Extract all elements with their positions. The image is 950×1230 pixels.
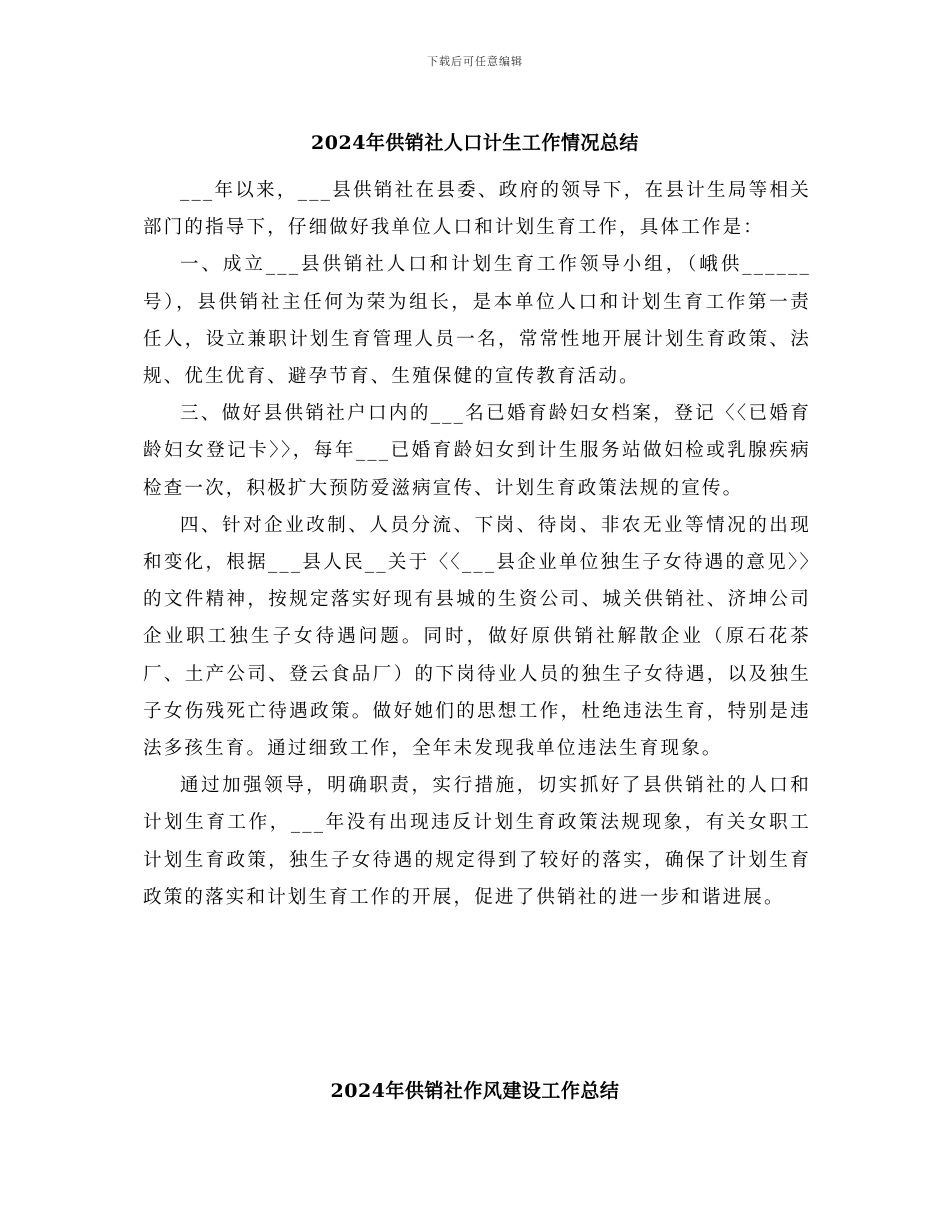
paragraph-item-1: 一、成立___县供销社人口和计划生育工作领导小组，（峨供______号），县供销社主任何为荣为组长，是本单位人口和计划生育工作第一责任人，设立兼职计划生育管理人员一名，常常性地开展计划生育政策、法规、优生优育、避孕节育、生殖保健的宣传教育活动。 xyxy=(143,254,811,388)
document-title: 2024年供销社人口计生工作情况总结 xyxy=(311,132,639,154)
paragraph-conclusion: 通过加强领导，明确职责，实行措施，切实抓好了县供销社的人口和计划生育工作，___年没有出现违反计划生育政策法规现象，有关女职工计划生育政策，独生子女待遇的规定得到了较好的落实，确保了计划生育政策的落实和计划生育工作的开展，促进了供销社的进一步和谐进展。 xyxy=(143,775,811,908)
paragraph-item-4: 四、针对企业改制、人员分流、下岗、待岗、非农无业等情况的出现和变化，根据___县人民__关于〈〈___县企业单位独生子女待遇的意见〉〉的文件精神，按规定落实好现有县城的生资公司、城关供销社、济坤公司企业职工独生子女待遇问题。同时，做好原供销社解散企业（原石花茶厂、土产公司、登云食品厂）的下岗待业人员的独生子女待遇，以及独生子女伤残死亡待遇政策。做好她们的思想工作，杜绝违法生育，特别是违法多孩生育。通过细致工作，全年未发现我单位违法生育现象。 xyxy=(143,514,811,760)
document-body xyxy=(143,172,811,916)
next-document-title: 2024年供销社作风建设工作总结 xyxy=(330,1080,620,1102)
paragraph-intro: ___年以来，___县供销社在县委、政府的领导下，在县计生局等相关部门的指导下，仔细做好我单位人口和计划生育工作，具体工作是： xyxy=(143,180,811,239)
page-header-note: 下载后可任意编辑 xyxy=(427,55,523,68)
paragraph-item-3: 三、做好县供销社户口内的___名已婚育龄妇女档案，登记〈〈已婚育龄妇女登记卡〉〉，每年___已婚育龄妇女到计生服务站做妇检或乳腺疾病检查一次，积极扩大预防爱滋病宣传、计划生育政策法规的宣传。 xyxy=(143,403,811,499)
